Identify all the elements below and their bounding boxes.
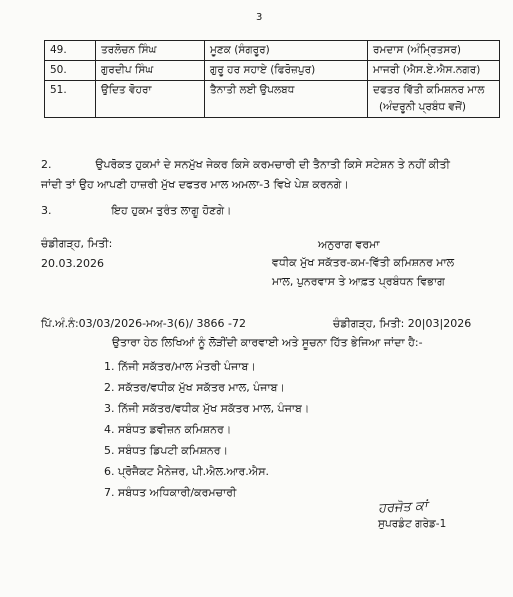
signatory-department: ਮਾਲ, ਪੁਨਰਵਾਸ ਤੇ ਆਫ਼ਤ ਪ੍ਰਬੰਧਨ ਵਿਭਾਗ [272, 275, 445, 288]
paragraph-2 [41, 155, 450, 195]
row-number: 50. [45, 61, 96, 81]
table-row [45, 61, 500, 81]
copy-forwarded-line: ਉਤਾਰਾ ਹੇਠ ਲਿਖਿਆਂ ਨੂੰ ਲੋੜੀਂਦੀ ਕਾਰਵਾਈ ਅਤੇ ਸੂਚਨਾ ਹਿੱਤ ਭੇਜਿਆ ਜਾਂਦਾ ਹੈ:- [112, 336, 423, 349]
handwritten-signature: ਹਰਜੋਤ ਕਾਂ [377, 498, 428, 517]
list-item: 6. ਪ੍ਰੋਜੈਕਟ ਮੈਨੇਜਰ, ਪੀ.ਐਲ.ਆਰ.ਐਸ. [104, 465, 270, 478]
order-date: 20.03.2026 [41, 257, 104, 270]
list-item: 2. ਸਕੱਤਰ/ਵਧੀਕ ਮੁੱਖ ਸਕੱਤਰ ਮਾਲ, ਪੰਜਾਬ। [104, 381, 285, 394]
table-row [45, 41, 500, 61]
paragraph-number: 3. [41, 204, 52, 217]
table-row [45, 81, 500, 118]
paragraph-text: ਇਹ ਹੁਕਮ ਤੁਰੰਤ ਲਾਗੂ ਹੋਣਗੇ। [111, 204, 232, 217]
list-item: 3. ਨਿੱਜੀ ਸਕੱਤਰ/ਵਧੀਕ ਮੁੱਖ ਸਕੱਤਰ ਮਾਲ, ਪੰਜਾਬ। [104, 402, 310, 415]
to-station-text: ਰਮਦਾਸ (ਅੰਮ੍ਰਿਤਸਰ) [373, 44, 461, 56]
to-station-text: ਮਾਜਰੀ (ਐਸ.ਏ.ਐਸ.ਨਗਰ) [373, 64, 481, 76]
employee-name: ਗੁਰਦੀਪ ਸਿੰਘ [96, 61, 205, 81]
transfer-table [44, 40, 500, 118]
to-station [368, 81, 500, 118]
list-item: 1. ਨਿੱਜੀ ਸਕੱਤਰ/ਮਾਲ ਮੰਤਰੀ ਪੰਜਾਬ। [104, 360, 256, 373]
page-number: 3 [256, 12, 263, 23]
list-item: 7. ਸਬੰਧਤ ਅਧਿਕਾਰੀ/ਕਰਮਚਾਰੀ [104, 486, 237, 499]
paragraph-3 [41, 204, 231, 218]
employee-name: ਉਦਿਤ ਵੋਹਰਾ [96, 81, 205, 118]
to-station [368, 61, 500, 81]
distribution-list [104, 356, 309, 503]
list-item: 5. ਸਬੰਧਤ ਡਿਪਟੀ ਕਮਿਸ਼ਨਰ। [104, 444, 229, 457]
signatory-designation: ਵਧੀਕ ਮੁੱਖ ਸਕੱਤਰ-ਕਮ-ਵਿੱਤੀ ਕਮਿਸ਼ਨਰ ਮਾਲ [272, 256, 455, 269]
endorsement-reference: ਪਿੱ.ਅੰ.ਨੰ:03/03/2026-ਮਅ-3(6)/ 3866 -72 [41, 317, 246, 330]
place-label: ਚੰਡੀਗੜ੍ਹ, ਮਿਤੀ: [41, 237, 113, 250]
from-station: ਗੁਰੂ ਹਰ ਸਹਾਏ (ਫਿਰੋਜ਼ਪੁਰ) [205, 61, 368, 81]
to-station-text: ਦਫਤਰ ਵਿੱਤੀ ਕਮਿਸ਼ਨਰ ਮਾਲ [373, 84, 485, 96]
superintendent-title: ਸੁਪਰਡੰਟ ਗਰੇਡ-1 [378, 518, 447, 530]
from-station: ਤੈਨਾਤੀ ਲਈ ਉਪਲਬਧ [205, 81, 368, 118]
paragraph-number: 2. [41, 158, 52, 171]
from-station: ਮੂਣਕ (ਸੰਗਰੂਰ) [205, 41, 368, 61]
to-station [368, 41, 500, 61]
signatory-name: ਅਨੁਰਾਗ ਵਰਮਾ [318, 238, 380, 251]
paragraph-text-line2: ਜਾਂਦੀ ਤਾਂ ਉਹ ਆਪਣੀ ਹਾਜ਼ਰੀ ਮੁੱਖ ਦਫਤਰ ਮਾਲ ਅਮਲਾ-3 ਵਿਖੇ ਪੇਸ਼ ਕਰਨਗੇ। [41, 178, 349, 191]
employee-name: ਤਰਲੋਚਨ ਸਿੰਘ [96, 41, 205, 61]
paragraph-text-line1: ਉਪਰੋਕਤ ਹੁਕਮਾਂ ਦੇ ਸਨਮੁੱਖ ਜੇਕਰ ਕਿਸੇ ਕਰਮਚਾਰੀ ਦੀ ਤੈਨਾਤੀ ਕਿਸੇ ਸਟੇਸ਼ਨ ਤੇ ਨਹੀਂ ਕੀਤੀ [95, 158, 450, 171]
row-number: 49. [45, 41, 96, 61]
row-number: 51. [45, 81, 96, 118]
endorsement-place-date: ਚੰਡੀਗੜ੍ਹ, ਮਿਤੀ: 20|03|2026 [333, 317, 472, 330]
to-station-note: (ਅੰਦਰੂਨੀ ਪ੍ਰਬੰਧ ਵਜੋਂ) [379, 101, 466, 113]
list-item: 4. ਸਬੰਧਤ ਡਵੀਜ਼ਨ ਕਮਿਸ਼ਨਰ। [104, 423, 232, 436]
